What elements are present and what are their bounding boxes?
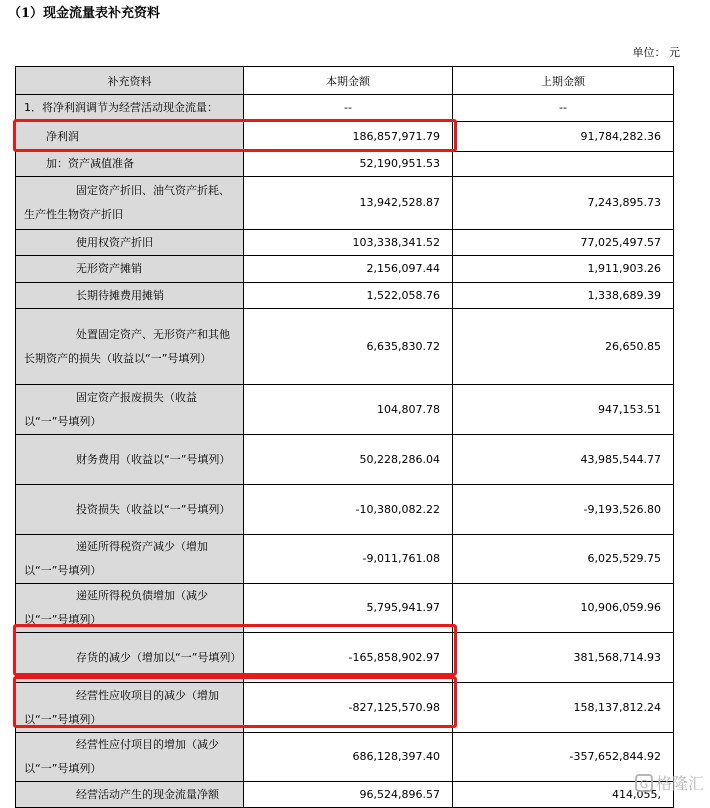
header-item: 补充资料 — [16, 67, 244, 95]
row-current: -9,011,761.08 — [244, 535, 453, 584]
table-row — [16, 385, 674, 435]
header-current: 本期金额 — [244, 67, 453, 95]
row-previous — [452, 152, 673, 177]
row-previous: 7,243,895.73 — [452, 177, 673, 230]
table-row — [16, 683, 674, 733]
row-previous: 947,153.51 — [452, 385, 673, 435]
table-row — [16, 584, 674, 633]
table-row — [16, 633, 674, 683]
row-label: 投资损失（收益以“一”号填列） — [16, 485, 244, 535]
row-label: 经营性应收项目的减少（增加以“一”号填列） — [16, 683, 244, 733]
row-label: 存货的减少（增加以“一”号填列） — [16, 633, 244, 683]
table-row — [16, 152, 674, 177]
row-current: 52,190,951.53 — [244, 152, 453, 177]
row-current: 104,807.78 — [244, 385, 453, 435]
row-current: 6,635,830.72 — [244, 309, 453, 385]
row-current: 50,228,286.04 — [244, 435, 453, 485]
row-current: 5,795,941.97 — [244, 584, 453, 633]
row-label: 经营性应付项目的增加（减少以“一”号填列） — [16, 733, 244, 782]
table-row — [16, 95, 674, 122]
row-current: 96,524,896.57 — [244, 782, 453, 808]
table-row — [16, 733, 674, 782]
row-current: 1,522,058.76 — [244, 283, 453, 309]
row-label: 加：资产减值准备 — [16, 152, 244, 177]
watermark — [635, 771, 704, 794]
table-row — [16, 256, 674, 283]
row-label: 递延所得税资产减少（增加以“一”号填列） — [16, 535, 244, 584]
table-row — [16, 435, 674, 485]
row-label: 无形资产摊销 — [16, 256, 244, 283]
watermark-text: 格隆汇 — [655, 774, 704, 793]
row-previous: -357,652,844.92 — [452, 733, 673, 782]
table-row — [16, 485, 674, 535]
row-previous: 77,025,497.57 — [452, 230, 673, 256]
cash-flow-supplement-table — [15, 66, 674, 808]
header-previous: 上期金额 — [452, 67, 673, 95]
row-label: 固定资产折旧、油气资产折耗、生产性生物资产折旧 — [16, 177, 244, 230]
row-label: 使用权资产折旧 — [16, 230, 244, 256]
row-current: 13,942,528.87 — [244, 177, 453, 230]
row-previous: -- — [452, 95, 673, 122]
row-current: -10,380,082.22 — [244, 485, 453, 535]
table-row — [16, 782, 674, 808]
table-row — [16, 230, 674, 256]
unit-label: 单位： 元 — [632, 46, 680, 59]
row-previous: 91,784,282.36 — [452, 122, 673, 152]
row-label: 1．将净利润调节为经营活动现金流量： — [16, 95, 244, 122]
page-title: （1）现金流量表补充资料 — [8, 6, 161, 21]
row-previous: -9,193,526.80 — [452, 485, 673, 535]
row-previous: 1,338,689.39 — [452, 283, 673, 309]
row-previous: 6,025,529.75 — [452, 535, 673, 584]
row-previous: 158,137,812.24 — [452, 683, 673, 733]
row-current: 186,857,971.79 — [244, 122, 453, 152]
row-previous: 414,055, — [452, 782, 673, 808]
row-current: 686,128,397.40 — [244, 733, 453, 782]
row-previous: 10,906,059.96 — [452, 584, 673, 633]
row-label: 净利润 — [16, 122, 244, 152]
row-label: 经营活动产生的现金流量净额 — [16, 782, 244, 808]
table-header-row — [16, 67, 674, 95]
row-current: -165,858,902.97 — [244, 633, 453, 683]
row-current: -827,125,570.98 — [244, 683, 453, 733]
table-row — [16, 177, 674, 230]
row-label: 递延所得税负债增加（减少以“一”号填列） — [16, 584, 244, 633]
table-row — [16, 283, 674, 309]
row-label: 长期待摊费用摊销 — [16, 283, 244, 309]
row-current: 2,156,097.44 — [244, 256, 453, 283]
row-current: 103,338,341.52 — [244, 230, 453, 256]
table-row — [16, 535, 674, 584]
row-label: 处置固定资产、无形资产和其他长期资产的损失（收益以“一”号填列） — [16, 309, 244, 385]
row-current: -- — [244, 95, 453, 122]
logo-icon: G — [635, 774, 653, 792]
table-row — [16, 122, 674, 152]
row-previous: 381,568,714.93 — [452, 633, 673, 683]
row-label: 固定资产报废损失（收益以“一”号填列） — [16, 385, 244, 435]
row-previous: 26,650.85 — [452, 309, 673, 385]
table-row — [16, 309, 674, 385]
row-previous: 43,985,544.77 — [452, 435, 673, 485]
row-previous: 1,911,903.26 — [452, 256, 673, 283]
row-label: 财务费用（收益以“一”号填列） — [16, 435, 244, 485]
